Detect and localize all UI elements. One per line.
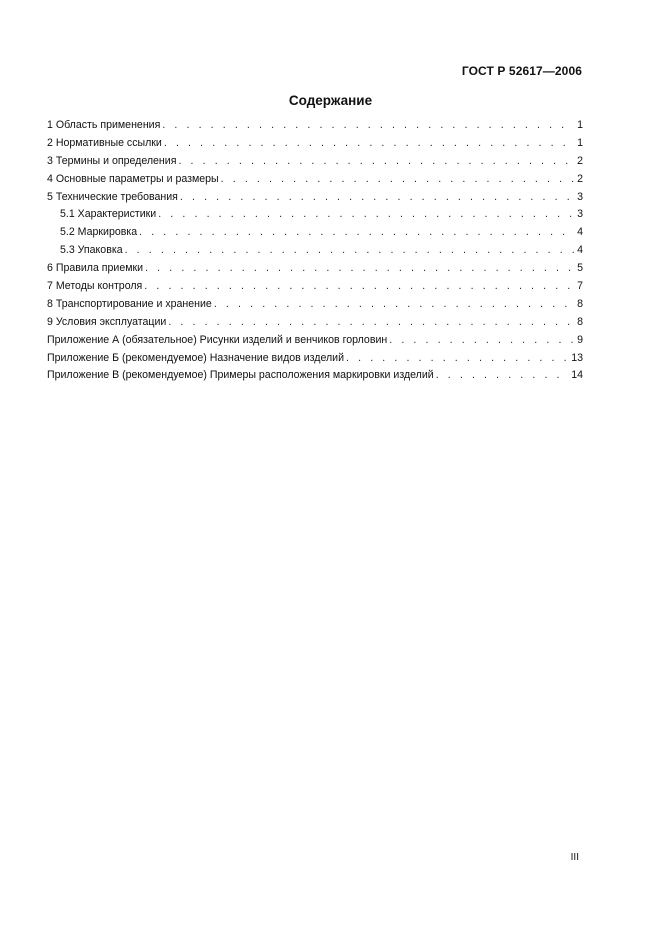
toc-subentry[interactable]: [47, 208, 583, 226]
dot-leader: [125, 244, 575, 256]
toc-entry-label: 6 Правила приемки: [47, 262, 144, 275]
toc-appendix-entry[interactable]: [47, 334, 583, 352]
dot-leader: [162, 119, 574, 131]
dot-leader: [346, 352, 568, 364]
toc-entry-label: 3 Термины и определения: [47, 154, 177, 167]
toc-entry[interactable]: [47, 173, 583, 191]
document-id: ГОСТ Р 52617—2006: [461, 64, 582, 78]
toc-entry-label: 4 Основные параметры и размеры: [47, 172, 219, 185]
toc-entry[interactable]: [47, 298, 583, 316]
dot-leader: [180, 191, 574, 203]
toc-entry-page: 14: [571, 369, 583, 382]
toc-subentry[interactable]: [47, 226, 583, 244]
dot-leader: [164, 137, 574, 149]
dot-leader: [221, 173, 574, 185]
toc-entry-label: 1 Область применения: [47, 119, 161, 131]
dot-leader: [214, 298, 574, 310]
dot-leader: [178, 155, 574, 167]
toc-entry-page: 13: [571, 351, 583, 364]
toc-entry-label: 8 Транспортирование и хранение: [47, 297, 212, 310]
toc-entry-label: 5.3 Упаковка: [60, 244, 123, 257]
toc-entry[interactable]: [47, 262, 583, 280]
toc-entry[interactable]: [47, 191, 583, 209]
table-of-contents: [47, 119, 583, 387]
toc-entry-label: Приложение А (обязательное) Рисунки изделий и венчиков горловин: [47, 333, 388, 346]
toc-appendix-entry[interactable]: [47, 369, 583, 387]
toc-entry-label: 2 Нормативные ссылки: [47, 136, 162, 149]
toc-entry-page: 5: [577, 262, 583, 275]
toc-entry[interactable]: [47, 155, 583, 173]
toc-entry-page: 8: [577, 297, 583, 310]
toc-entry-page: 9: [577, 333, 583, 346]
dot-leader: [158, 208, 574, 220]
toc-entry-page: 8: [577, 315, 583, 328]
toc-entry-label: 5.2 Маркировка: [60, 226, 138, 239]
toc-title: Содержание: [288, 93, 373, 108]
toc-entry[interactable]: [47, 316, 583, 334]
toc-entry-page: 3: [577, 208, 583, 221]
toc-entry-label: 7 Методы контроля: [47, 280, 143, 293]
toc-entry[interactable]: [47, 137, 583, 155]
toc-entry-page: 1: [577, 136, 583, 149]
toc-entry-label: 9 Условия эксплуатации: [47, 315, 167, 328]
dot-leader: [139, 226, 574, 238]
toc-entry-label: Приложение Б (рекомендуемое) Назначение видов изделий: [47, 351, 345, 364]
toc-subentry[interactable]: [47, 244, 583, 262]
toc-entry-page: 7: [577, 280, 583, 293]
dot-leader: [168, 316, 574, 328]
toc-entry-label: Приложение В (рекомендуемое) Примеры расположения маркировки изделий: [47, 369, 434, 382]
page-number: III: [570, 852, 579, 863]
toc-entry-label: 5 Технические требования: [47, 190, 178, 203]
dot-leader: [436, 369, 569, 381]
toc-entry-page: 4: [577, 226, 583, 239]
toc-entry-page: 2: [577, 172, 583, 185]
dot-leader: [144, 280, 574, 292]
toc-entry-label: 5.1 Характеристики: [60, 208, 157, 221]
toc-appendix-entry[interactable]: [47, 352, 583, 370]
dot-leader: [389, 334, 574, 346]
dot-leader: [145, 262, 574, 274]
toc-entry-page: 3: [577, 190, 583, 203]
toc-entry-page: 2: [577, 154, 583, 167]
toc-entry-page: 1: [577, 119, 583, 131]
toc-entry[interactable]: [47, 119, 583, 137]
toc-entry[interactable]: [47, 280, 583, 298]
toc-entry-page: 4: [577, 244, 583, 257]
